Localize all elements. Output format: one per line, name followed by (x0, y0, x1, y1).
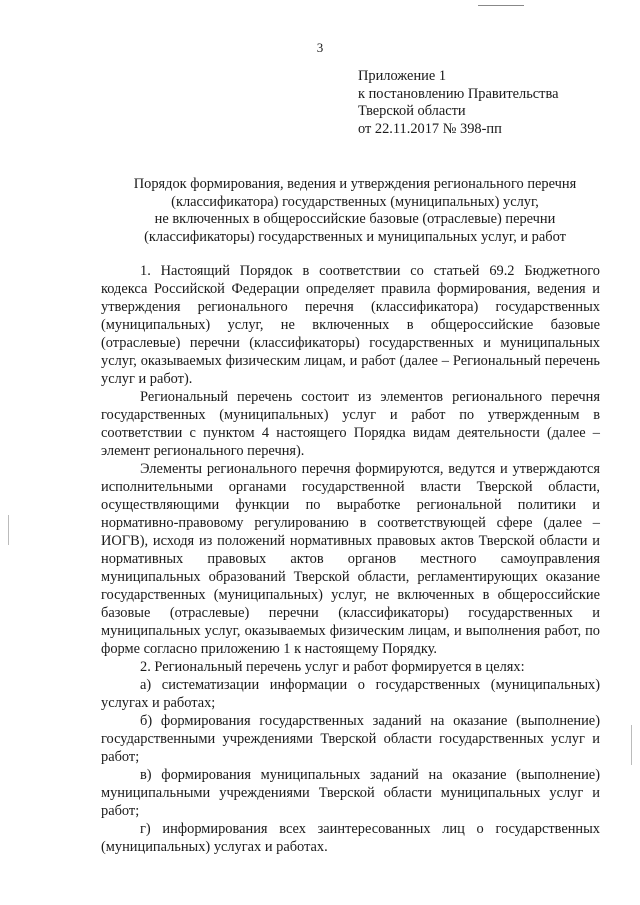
title-line: не включенных в общероссийские базовые (отраслевые) перечни (154, 211, 556, 227)
appendix-line: Приложение 1 (358, 68, 447, 84)
paragraph-clause-1: 1. Настоящий Порядок в соответствии со статьей 69.2 Бюджетного кодекса Российской Федерации определяет правила формирования, ведения и утверждения регионального перечня (классификатора) государственных (муниципальных) услуг, не включенных в общероссийские базовые (отраслевые) перечни (классификаторы) государственных и муниципальных услуг, оказываемых физическим лицам, и работ (далее – Региональный перечень услуг и работ). (101, 263, 600, 387)
appendix-header (358, 68, 628, 138)
document-body (101, 262, 600, 856)
list-item-g: г) информирования всех заинтересованных лиц о государственных (муниципальных) услугах и работах. (101, 821, 600, 855)
page-number: 3 (316, 40, 324, 55)
list-item-b: б) формирования государственных заданий на оказание (выполнение) государственными учреждениями Тверской области государственных услуг и работ; (101, 713, 600, 765)
appendix-line: от 22.11.2017 № 398-пп (358, 120, 502, 137)
list-item-a: а) систематизации информации о государственных (муниципальных) услугах и работах; (101, 677, 600, 711)
paragraph-clause-2: 2. Региональный перечень услуг и работ формируется в целях: (140, 659, 525, 675)
title-line: Порядок формирования, ведения и утверждения регионального перечня (133, 176, 577, 192)
scan-artifact-mark (8, 515, 9, 545)
title-line: (классификаторы) государственных и муниципальных услуг, и работ (144, 228, 566, 245)
title-line: (классификатора) государственных (муниципальных) услуг, (171, 193, 539, 210)
appendix-line: к постановлению Правительства (358, 85, 559, 102)
list-item-v: в) формирования муниципальных заданий на оказание (выполнение) муниципальными учреждениями Тверской области муниципальных услуг и работ; (101, 767, 600, 819)
scan-artifact-mark (631, 725, 632, 765)
document-title (100, 176, 610, 246)
appendix-line: Тверской области (358, 103, 466, 119)
paragraph-regional-list: Региональный перечень состоит из элементов регионального перечня государственных (муниципальных) услуг и работ по утвержденным в соответствии с пунктом 4 настоящего Порядка видам деятельности (далее – элемент регионального перечня). (101, 389, 600, 459)
paragraph-elements: Элементы регионального перечня формируются, ведутся и утверждаются исполнительными органами государственной власти Тверской области, осуществляющими функции по выработке региональной политики и нормативно-правовому регулированию в соответствующей сфере (далее – ИОГВ), исходя из положений нормативных правовых актов Тверской области и нормативных правовых актов органов местного самоуправления муниципальных образований Тверской области, регламентирующих оказание государственных (муниципальных) услуг, не включенных в общероссийские базовые (отраслевые) перечни (классификаторы) государственных и муниципальных услуг, оказываемых физическим лицам, и выполнения работ, по форме согласно приложению 1 к настоящему Порядку. (101, 461, 600, 657)
scan-artifact-mark (478, 5, 524, 6)
